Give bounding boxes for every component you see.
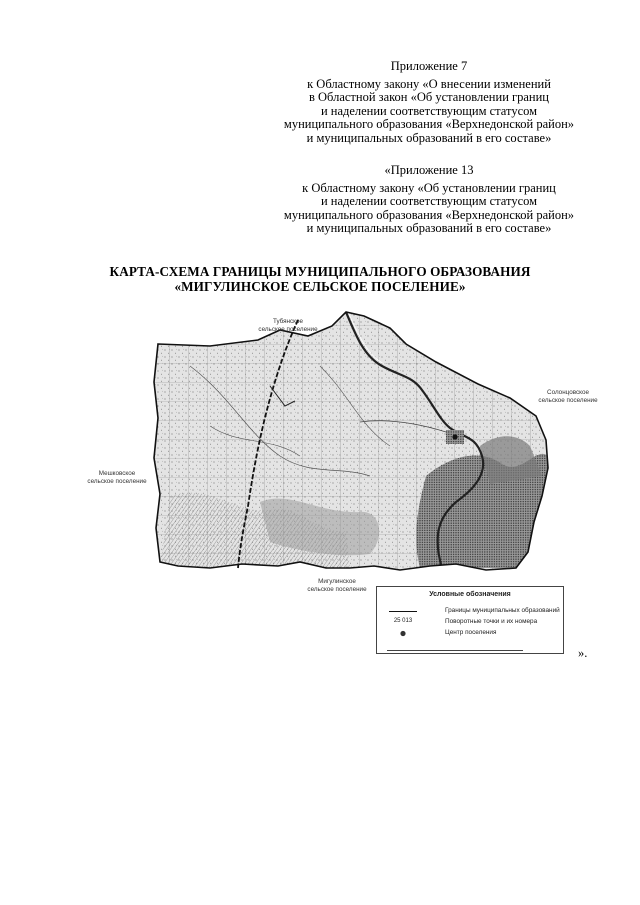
turning-point-code: 25 013 [393,618,413,624]
boundary-line-icon [387,607,419,616]
legend-item-label: Центр поселения [445,629,497,636]
neighbor-label-west-line1: Мешковское [98,470,136,477]
neighbor-label-south-line2: сельское поселение [307,585,367,593]
appendix-7-block [264,60,594,146]
legend-bottom-rule [387,650,523,651]
appendix-7-line: муниципального образования «Верхнедонской район» [283,117,575,132]
neighbor-label-north [252,318,324,333]
legend-item-turning-points [387,618,557,627]
appendix-7-line: в Областной закон «Об установлении границ [308,90,549,105]
neighbor-label-south [298,578,376,593]
neighbor-label-west [78,470,156,485]
neighbor-label-north-line1: Тубянское [272,318,304,325]
legend-item-label: Поворотные точки и их номера [445,618,538,625]
legend-title: Условные обозначения [429,591,511,598]
appendix-7-heading: Приложение 7 [390,59,468,73]
appendix-13-line: к Областному закону «Об установлении границ [302,180,556,195]
closing-quote: ». [578,646,588,660]
appendix-13-line: и муниципальных образований в его составе» [306,221,552,236]
legend-item-boundary [387,607,560,616]
boundary-map [150,306,610,596]
neighbor-label-south-line1: Мигулинское [318,578,356,585]
map-legend [376,586,564,654]
map-title [0,264,640,294]
appendix-13-heading: «Приложение 13 [384,163,474,177]
legend-item-label: Границы муниципальных образований [445,607,560,614]
appendix-7-line: и муниципальных образований в его составе» [306,130,552,145]
neighbor-label-east-line2: сельское поселение [538,396,598,404]
appendix-13-block [264,164,594,236]
map-title-line: «МИГУЛИНСКОЕ СЕЛЬСКОЕ ПОСЕЛЕНИЕ» [174,279,466,294]
neighbor-label-west-line2: сельское поселение [87,477,147,485]
settlement-center-dot-icon [387,629,419,638]
appendix-13-line: и наделении соответствующим статусом [320,194,538,209]
legend-item-center [387,629,557,638]
neighbor-label-east-line1: Солонцовское [547,389,589,396]
neighbor-label-north-line2: сельское поселение [258,325,318,333]
appendix-7-line: и наделении соответствующим статусом [320,103,538,118]
map-title-line: КАРТА-СХЕМА ГРАНИЦЫ МУНИЦИПАЛЬНОГО ОБРАЗОВАНИЯ [109,264,531,279]
appendix-7-line: к Областному закону «О внесении изменений [307,76,551,91]
appendix-13-line: муниципального образования «Верхнедонской район» [283,207,575,222]
neighbor-label-east [528,389,608,404]
